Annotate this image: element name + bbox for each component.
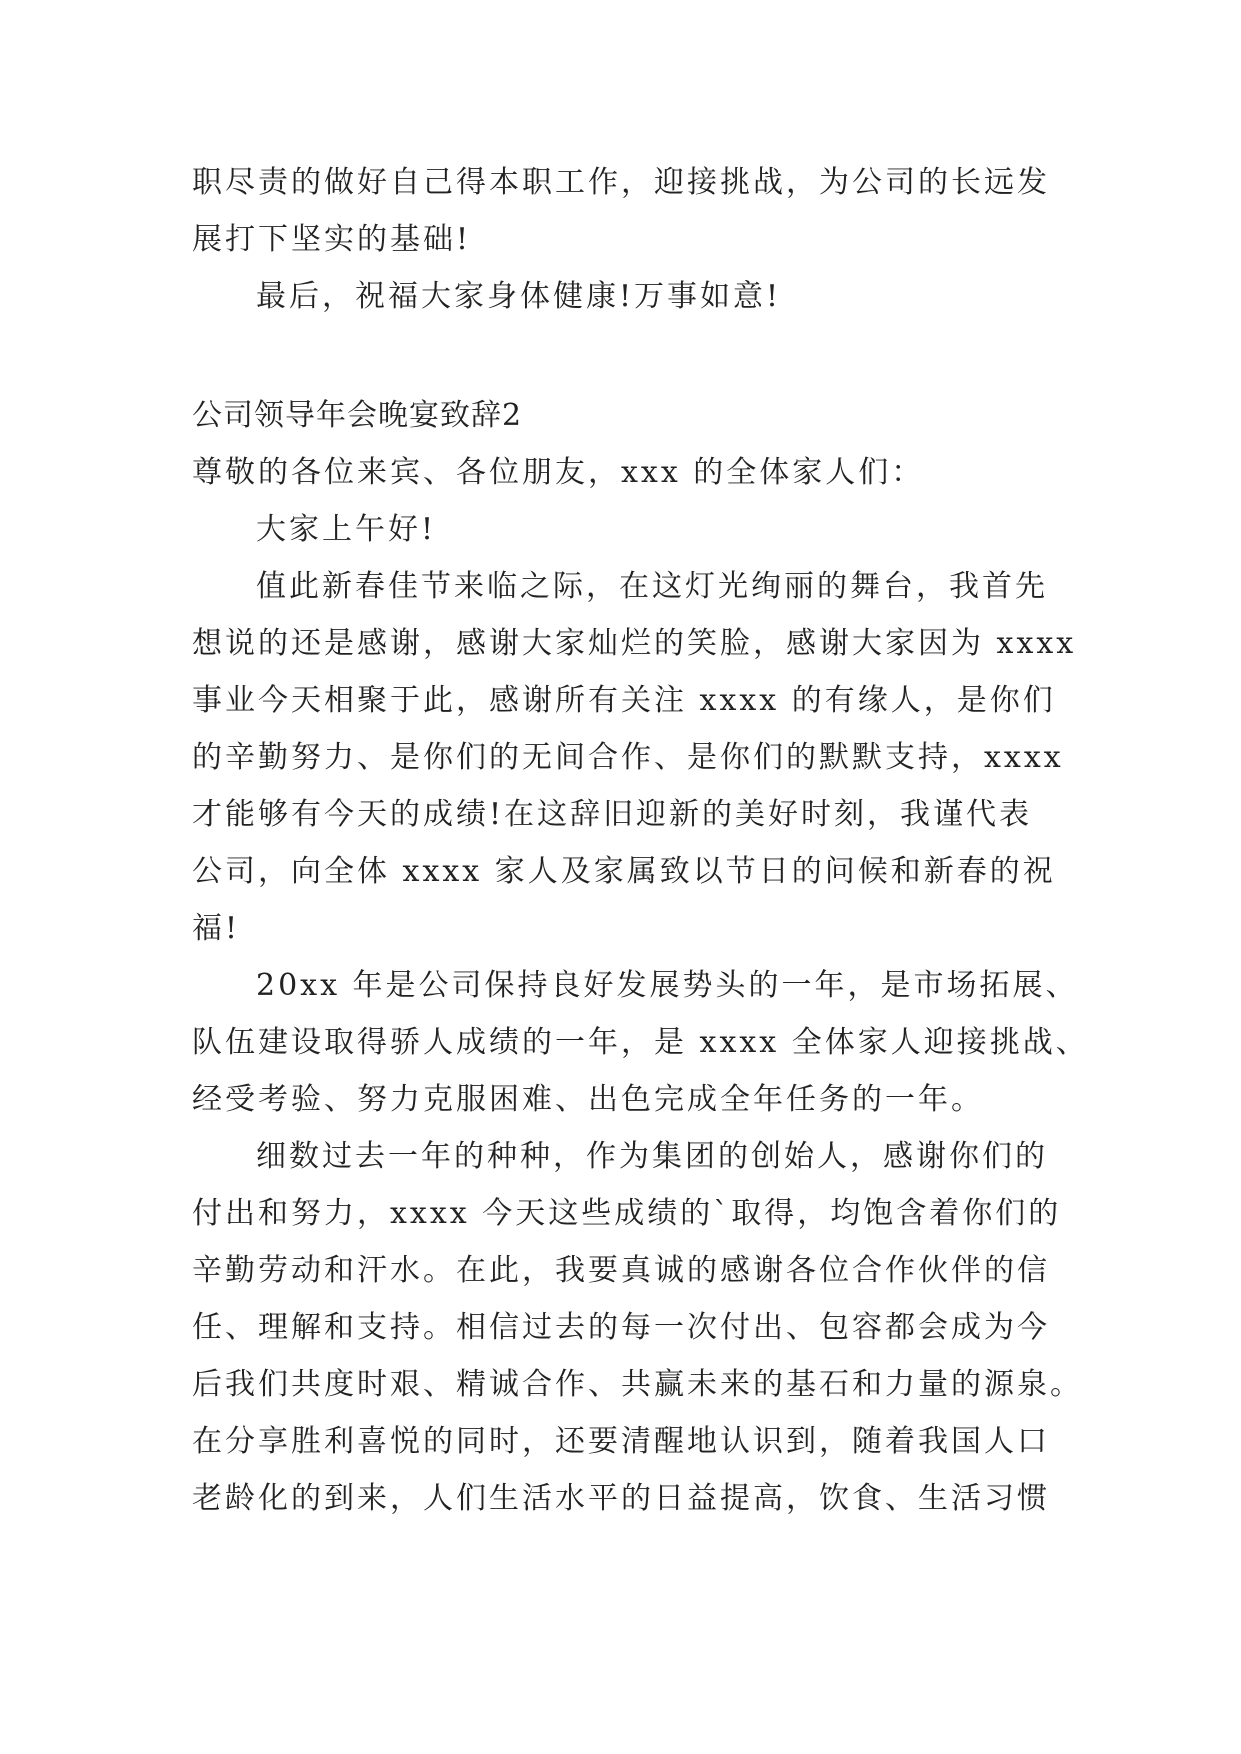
text-line: 值此新春佳节来临之际，在这灯光绚丽的舞台，我首先 — [256, 569, 1048, 604]
text-line: 想说的还是感谢，感谢大家灿烂的笑脸，感谢大家因为 xxxx — [192, 626, 1077, 661]
text-line: 20xx 年是公司保持良好发展势头的一年，是市场拓展、 — [256, 968, 1079, 1003]
text-line: 细数过去一年的种种，作为集团的创始人，感谢你们的 — [256, 1139, 1048, 1174]
greeting: 大家上午好! — [256, 512, 437, 547]
text-line: 经受考验、努力克服困难、出色完成全年任务的一年。 — [192, 1082, 984, 1117]
paragraph-closing: 最后，祝福大家身体健康!万事如意! — [256, 279, 782, 314]
section-heading: 公司领导年会晚宴致辞2 — [192, 398, 523, 433]
text-line: 任、理解和支持。相信过去的每一次付出、包容都会成为今 — [192, 1310, 1050, 1345]
text-line: 队伍建设取得骄人成绩的一年，是 xxxx 全体家人迎接挑战、 — [192, 1025, 1089, 1060]
text-line: 职尽责的做好自己得本职工作，迎接挑战，为公司的长远发 — [192, 165, 1050, 200]
text-line: 后我们共度时艰、精诚合作、共赢未来的基石和力量的源泉。 — [192, 1367, 1083, 1402]
text-line: 事业今天相聚于此，感谢所有关注 xxxx 的有缘人，是你们 — [192, 683, 1056, 718]
salutation: 尊敬的各位来宾、各位朋友，xxx 的全体家人们： — [192, 455, 925, 490]
text-line: 的辛勤努力、是你们的无间合作、是你们的默默支持，xxxx — [192, 740, 1064, 775]
text-line: 才能够有今天的成绩!在这辞旧迎新的美好时刻，我谨代表 — [192, 797, 1033, 832]
text-line: 付出和努力，xxxx 今天这些成绩的`取得，均饱含着你们的 — [192, 1196, 1062, 1231]
text-line: 福! — [192, 911, 241, 946]
text-line: 老龄化的到来，人们生活水平的日益提高，饮食、生活习惯 — [192, 1481, 1050, 1516]
text-line: 辛勤劳动和汗水。在此，我要真诚的感谢各位合作伙伴的信 — [192, 1253, 1050, 1288]
text-line: 展打下坚实的基础! — [192, 222, 472, 257]
text-line: 公司，向全体 xxxx 家人及家属致以节日的问候和新春的祝 — [192, 854, 1056, 889]
text-line: 在分享胜利喜悦的同时，还要清醒地认识到，随着我国人口 — [192, 1424, 1050, 1459]
